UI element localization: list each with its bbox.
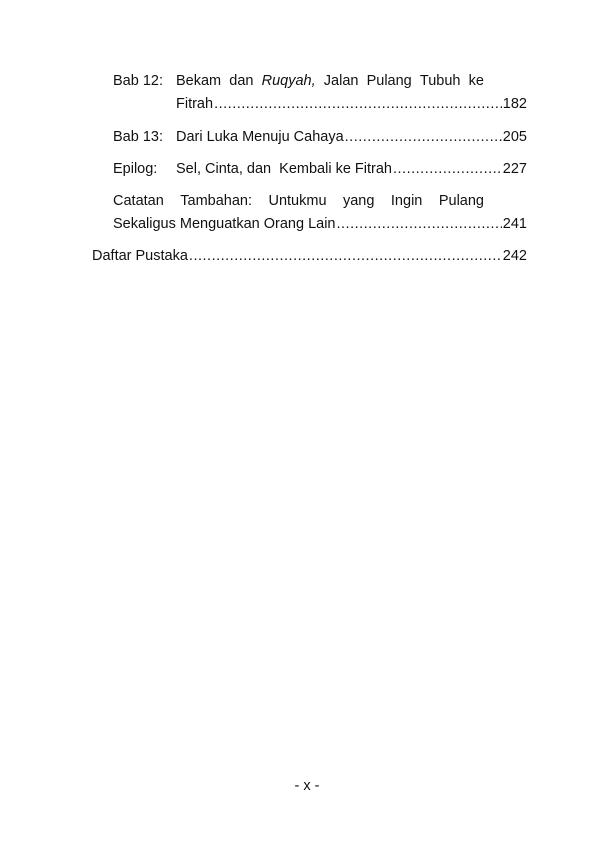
toc-entry-catatan[interactable] [113,214,527,234]
toc-catatan-page: 241 [502,216,527,232]
toc-word: yang [342,193,375,209]
toc-bab13-title: Dari Luka Menuju Cahaya [176,129,344,145]
toc-catatan-title-line1 [113,191,484,211]
toc-epilog-prefix: Epilog: [113,161,158,177]
toc-word: Pulang [366,73,412,89]
toc-bab12-title-line2: Fitrah [176,96,214,112]
toc-word: Jalan [323,73,359,89]
dot-leader [336,214,501,234]
toc-word: Ruqyah, [261,73,316,89]
toc-entry-bab13[interactable] [176,127,527,147]
toc-word: Catatan [113,193,164,209]
toc-entry-bab12[interactable] [176,94,527,114]
toc-word: ke [468,73,484,89]
toc-word: dan [229,73,254,89]
toc-catatan-title-line2: Sekaligus Menguatkan Orang Lain [113,216,336,232]
toc-bab12-title-line1 [176,71,484,91]
dot-leader [189,246,502,266]
toc-epilog-title: Sel, Cinta, dan Kembali ke Fitrah [176,161,392,177]
page-number: - x - [294,778,320,794]
dot-leader [345,127,502,147]
toc-word: Tambahan: [180,193,253,209]
dot-leader [393,159,502,179]
toc-bab13-page: 205 [502,129,527,145]
toc-pustaka-page: 242 [502,248,527,264]
toc-word: Pulang [438,193,484,209]
toc-epilog-page: 227 [502,161,527,177]
toc-entry-pustaka[interactable] [92,246,527,266]
toc-entry-epilog[interactable] [176,159,527,179]
toc-bab12-prefix: Bab 12: [113,73,163,89]
toc-pustaka-title: Daftar Pustaka [92,248,188,264]
toc-word: Tubuh [419,73,461,89]
toc-word: Ingin [390,193,423,209]
dot-leader [214,94,502,114]
toc-bab13-prefix: Bab 13: [113,129,163,145]
toc-bab12-page: 182 [502,96,527,112]
toc-word: Untukmu [268,193,327,209]
toc-word: Bekam [176,73,222,89]
